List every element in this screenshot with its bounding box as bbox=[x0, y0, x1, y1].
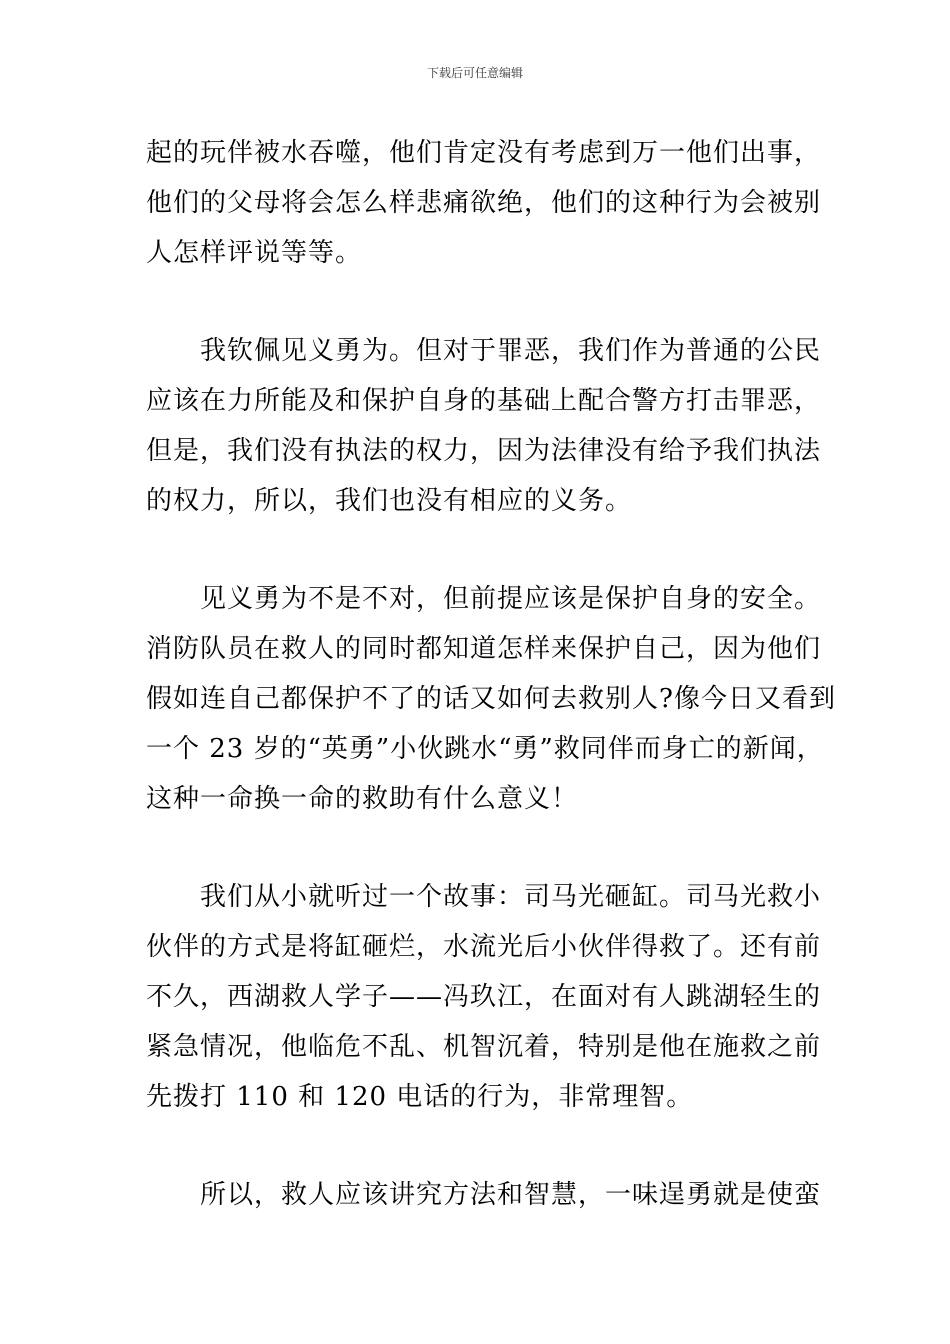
text-line: 他们的父母将会怎么样悲痛欲绝，他们的这种行为会被别 bbox=[146, 188, 822, 218]
text-line: 应该在力所能及和保护自身的基础上配合警方打击罪恶， bbox=[146, 386, 822, 416]
paragraph-1 bbox=[146, 128, 826, 278]
paragraph-spacer bbox=[146, 278, 826, 326]
text-line: 我钦佩见义勇为。但对于罪恶，我们作为普通的公民 bbox=[146, 336, 822, 366]
text-line: 所以，救人应该讲究方法和智慧，一味逞勇就是使蛮 bbox=[146, 1180, 822, 1210]
text-line: 起的玩伴被水吞噬，他们肯定没有考虑到万一他们出事， bbox=[146, 138, 822, 168]
text-line: 但是，我们没有执法的权力，因为法律没有给予我们执法 bbox=[146, 436, 822, 466]
text-line: 一个 23 岁的“英勇”小伙跳水“勇”救同伴而身亡的新闻， bbox=[146, 734, 824, 764]
document-body bbox=[146, 128, 836, 1220]
paragraph-spacer bbox=[146, 526, 826, 574]
paragraph-5 bbox=[146, 1170, 826, 1220]
text-line: 我们从小就听过一个故事：司马光砸缸。司马光救小 bbox=[146, 882, 822, 912]
text-line: 先拨打 110 和 120 电话的行为，非常理智。 bbox=[146, 1082, 694, 1112]
text-line: 紧急情况，他临危不乱、机智沉着，特别是他在施救之前 bbox=[146, 1032, 822, 1062]
paragraph-spacer bbox=[146, 824, 826, 872]
text-line: 假如连自己都保护不了的话又如何去救别人?像今日又看到 bbox=[146, 684, 836, 714]
text-line: 的权力，所以，我们也没有相应的义务。 bbox=[146, 486, 633, 516]
text-line: 见义勇为不是不对，但前提应该是保护自身的安全。 bbox=[146, 584, 822, 614]
text-line: 这种一命换一命的救助有什么意义！ bbox=[146, 784, 579, 814]
page-header: 下载后可任意编辑 bbox=[426, 66, 523, 80]
text-line: 伙伴的方式是将缸砸烂，水流光后小伙伴得救了。还有前 bbox=[146, 932, 822, 962]
paragraph-spacer bbox=[146, 1122, 826, 1170]
text-line: 不久，西湖救人学子——冯玖江，在面对有人跳湖轻生的 bbox=[146, 982, 822, 1012]
paragraph-4 bbox=[146, 872, 826, 1122]
paragraph-2 bbox=[146, 326, 826, 526]
text-line: 人怎样评说等等。 bbox=[146, 238, 363, 268]
text-line: 消防队员在救人的同时都知道怎样来保护自己，因为他们 bbox=[146, 634, 822, 664]
paragraph-3 bbox=[146, 574, 836, 824]
